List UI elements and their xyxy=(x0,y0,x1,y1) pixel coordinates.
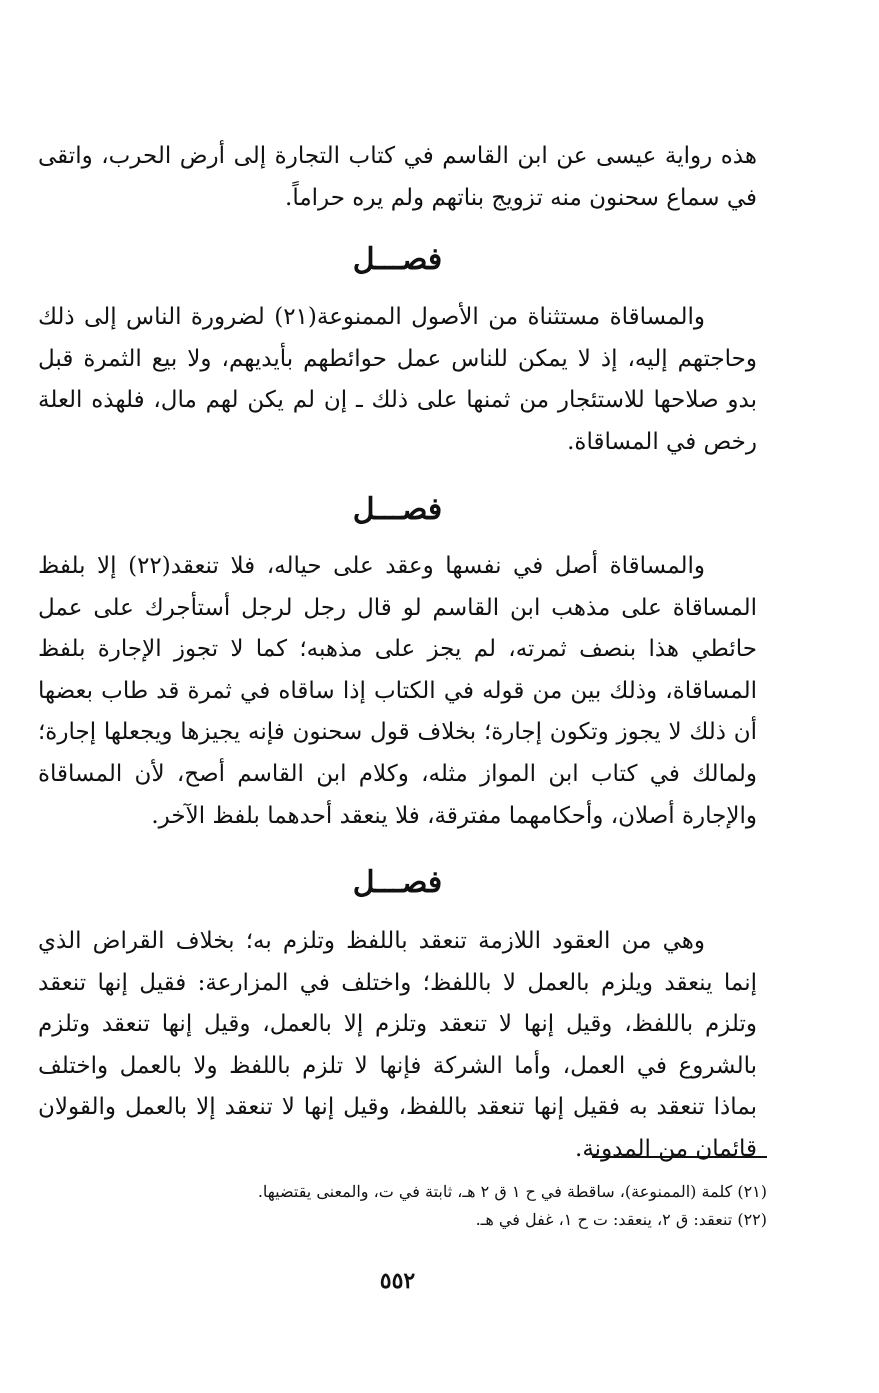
paragraph-2: والمساقاة مستثناة من الأصول الممنوعة(٢١) لضرورة الناس إلى ذلك وحاجتهم إليه، إذ لا يمكن للناس عمل حوائطهم بأيديهم، ولا بيع الثمرة قبل بدو صلاحها للاستئجار من ثمنها على ذلك ـ إن لم يكن لهم مال، فلهذه العلة رخص في المساقاة. xyxy=(38,304,757,455)
footnote-divider xyxy=(592,1156,767,1158)
section-heading-3: فصـــل xyxy=(352,865,443,900)
paragraph-1: هذه رواية عيسى عن ابن القاسم في كتاب التجارة إلى أرض الحرب، واتقى في سماع سحنون منه تزويج بناتهم ولم يره حراماً. xyxy=(38,143,757,211)
section-heading-1: فصـــل xyxy=(352,242,443,277)
paragraph-4: وهي من العقود اللازمة تنعقد باللفظ وتلزم به؛ بخلاف القراض الذي إنما ينعقد ويلزم بالعمل لا باللفظ؛ واختلف في المزارعة: فقيل إنها تنعقد وتلزم باللفظ، وقيل إنها لا تنعقد وتلزم إلا بالعمل، وقيل إنها تنعقد وتلزم بالشروع في العمل، وأما الشركة فإنها لا تلزم باللفظ ولا بالعمل واختلف بماذا تنعقد به فقيل إنها تنعقد باللفظ، وقيل إنها لا تنعقد إلا بالعمل والقولان قائمان من المدونة. xyxy=(38,928,757,1162)
section-heading-2: فصـــل xyxy=(352,492,443,527)
footnote-22: (٢٢) تنعقد: ق ٢، ينعقد: ت ح ١، غفل في هـ. xyxy=(475,1210,767,1229)
page-number: ٥٥٢ xyxy=(379,1268,416,1294)
footnote-21: (٢١) كلمة (الممنوعة)، ساقطة في ح ١ ق ٢ هـ، ثابتة في ت، والمعنى يقتضيها. xyxy=(257,1182,767,1201)
paragraph-3: والمساقاة أصل في نفسها وعقد على حياله، فلا تنعقد(٢٢) إلا بلفظ المساقاة على مذهب ابن القاسم لو قال رجل لرجل أستأجرك على عمل حائطي هذا بنصف ثمرته، لم يجز على مذهبه؛ كما لا تجوز الإجارة بلفظ المساقاة، وذلك بين من قوله في الكتاب إذا ساقاه في ثمرة قد طاب بعضها أن ذلك لا يجوز وتكون إجارة؛ بخلاف قول سحنون فإنه يجيزها ويجعلها إجارة؛ ولمالك في كتاب ابن المواز مثله، وكلام ابن القاسم أصح، لأن المساقاة والإجارة أصلان، وأحكامهما مفترقة، فلا ينعقد أحدهما بلفظ الآخر. xyxy=(38,553,757,829)
